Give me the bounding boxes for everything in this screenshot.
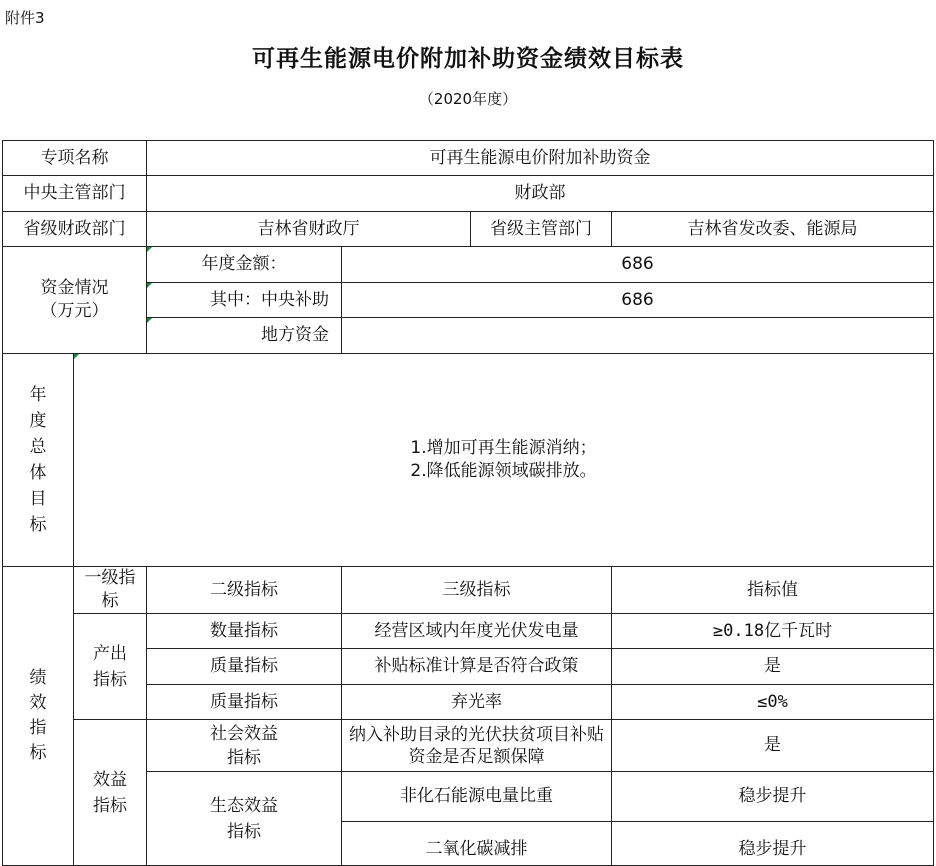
level2-cell: 数量指标: [147, 614, 342, 649]
value-cell: ≥0.18亿千瓦时: [612, 614, 934, 649]
attachment-label: 附件3: [5, 9, 45, 27]
table-row: [3, 141, 934, 176]
local-funds-label: 地方资金: [147, 318, 342, 354]
funds-label-line2: （万元）: [40, 301, 109, 321]
table-row: [3, 567, 934, 614]
value-cell: 是: [612, 649, 934, 685]
annual-amount-value: 686: [342, 247, 934, 283]
level3-cell: 纳入补助目录的光伏扶贫项目补贴资金是否足额保障: [342, 720, 612, 772]
performance-vertical-text: 绩 效 指 标: [29, 668, 47, 763]
benefit-indicator-label: 效益指标: [74, 720, 147, 866]
level3-cell: 补贴标准计算是否符合政策: [342, 649, 612, 685]
level2-cell: 生态效益指标: [147, 772, 342, 866]
level3-cell: 弃光率: [342, 685, 612, 720]
central-subsidy-value: 686: [342, 283, 934, 318]
annual-amount-label: 年度金额：: [147, 247, 342, 283]
special-name-label: 专项名称: [3, 141, 147, 176]
provincial-finance-value: 吉林省财政厅: [147, 212, 471, 247]
cell-marker-icon: [147, 283, 152, 288]
annual-goals-content: [74, 354, 934, 567]
value-cell: 稳步提升: [612, 772, 934, 822]
year-label: （2020年度）: [418, 90, 518, 108]
value-cell: 是: [612, 720, 934, 772]
level3-cell: 非化石能源电量比重: [342, 772, 612, 822]
annual-goals-label: [3, 354, 74, 567]
value-header: 指标值: [612, 567, 934, 614]
annual-goal-item: 2.降低能源领域碳排放。: [410, 461, 597, 481]
level3-cell: 经营区域内年度光伏发电量: [342, 614, 612, 649]
performance-label: [3, 567, 74, 866]
special-name-value: 可再生能源电价附加补助资金: [147, 141, 934, 176]
table-row: [3, 176, 934, 212]
annual-goal-item: 1.增加可再生能源消纳；: [410, 438, 597, 458]
output-indicator-label: 产出指标: [74, 614, 147, 720]
page-title: 可再生能源电价附加补助资金绩效目标表: [252, 46, 684, 72]
cell-marker-icon: [74, 354, 79, 359]
table-row: [3, 354, 934, 567]
table-row: [3, 720, 934, 772]
provincial-dept-label: 省级主管部门: [471, 212, 612, 247]
funds-label: [3, 247, 147, 354]
provincial-dept-value: 吉林省发改委、能源局: [612, 212, 934, 247]
funds-label-line1: 资金情况: [40, 278, 109, 298]
level2-cell: 质量指标: [147, 649, 342, 685]
table-row: [3, 247, 934, 283]
performance-target-table: [2, 140, 934, 866]
central-dept-value: 财政部: [147, 176, 934, 212]
cell-marker-icon: [147, 247, 152, 252]
value-cell: ≤0%: [612, 685, 934, 720]
provincial-finance-label: 省级财政部门: [3, 212, 147, 247]
table-row: [3, 212, 934, 247]
local-funds-value: [342, 318, 934, 354]
value-cell: 稳步提升: [612, 822, 934, 866]
table-row: [3, 614, 934, 649]
level2-cell: 社会效益指标: [147, 720, 342, 772]
annual-goals-vertical-text: 年 度 总 体 目 标: [29, 385, 47, 535]
level3-header: 三级指标: [342, 567, 612, 614]
level2-header: 二级指标: [147, 567, 342, 614]
central-subsidy-label: 其中：中央补助: [147, 283, 342, 318]
central-dept-label: 中央主管部门: [3, 176, 147, 212]
cell-marker-icon: [147, 318, 152, 323]
level2-cell: 质量指标: [147, 685, 342, 720]
level1-header: 一级指标: [74, 567, 147, 614]
level3-cell: 二氧化碳减排: [342, 822, 612, 866]
